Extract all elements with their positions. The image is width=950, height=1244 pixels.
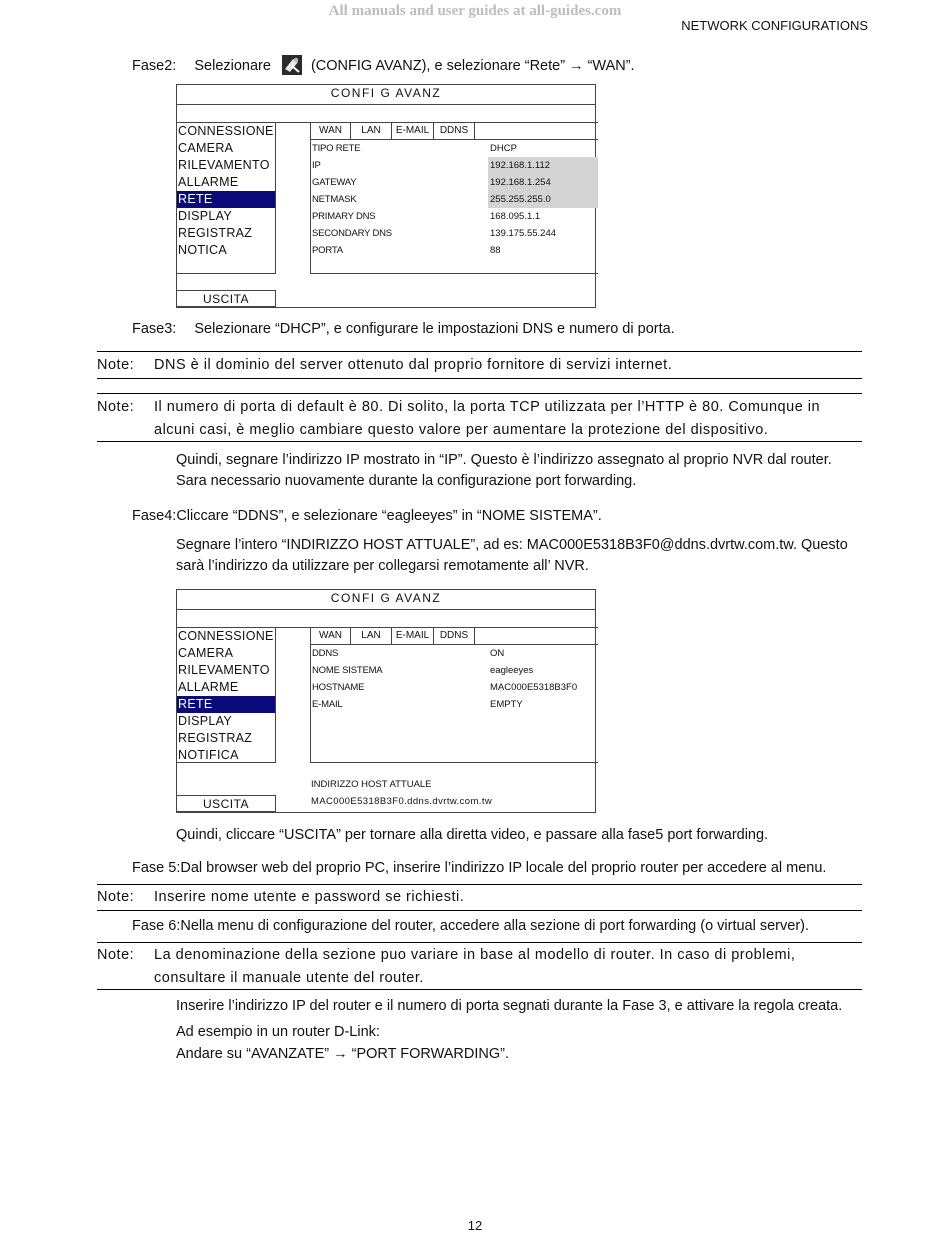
tab-email[interactable]: E-MAIL [392, 123, 434, 139]
paragraph-router: Inserire l’indirizzo IP del router e il numero di porta segnati durante la Fase 3, e attivare la regola creata. [176, 998, 843, 1014]
row-value: ON [490, 648, 505, 659]
tab-wan[interactable]: WAN [311, 628, 351, 644]
note-porta [97, 396, 862, 442]
divider [97, 942, 862, 943]
fase4-line: Fase4:Cliccare “DDNS”, e selezionare “eagleeyes” in “NOME SISTEMA”. [132, 508, 602, 524]
row-value: eagleeyes [490, 665, 534, 676]
divider [97, 393, 862, 394]
row-key: SECONDARY DNS [312, 228, 392, 239]
fase2-line [132, 54, 635, 77]
host-attuale-value: MAC000E5318B3F0.ddns.dvrtw.com.tw [311, 796, 493, 807]
note-dns [97, 354, 862, 377]
divider [97, 378, 862, 379]
tab-ddns[interactable]: DDNS [434, 123, 475, 139]
divider [97, 441, 862, 442]
uscita-button[interactable]: USCITA [176, 290, 276, 307]
wan-content [310, 122, 598, 274]
row-value: 139.175.55.244 [490, 228, 557, 239]
note-text: DNS è il dominio del server ottenuto dal proprio fornitore di servizi internet. [154, 357, 673, 373]
menu-item-rete[interactable]: RETE [177, 696, 275, 713]
tab-bar [311, 123, 598, 140]
row-key: GATEWAY [312, 177, 357, 188]
tab-bar [311, 628, 598, 645]
menu-item-connessione[interactable]: CONNESSIONE [178, 124, 274, 138]
row-key: NETMASK [312, 194, 357, 205]
fase2-text-after: (CONFIG AVANZ), e selezionare “Rete” → “WAN”. [310, 58, 635, 74]
menu-item-rete[interactable]: RETE [177, 191, 275, 208]
paragraph-uscita: Quindi, cliccare “USCITA” per tornare alla diretta video, e passare alla fase5 port forwarding. [176, 827, 769, 843]
note-router [97, 944, 862, 990]
fase3-text: Selezionare “DHCP”, e configurare le impostazioni DNS e numero di porta. [194, 321, 675, 337]
tab-lan[interactable]: LAN [351, 123, 392, 139]
row-hostname[interactable] [311, 679, 598, 696]
menu-item-display[interactable]: DISPLAY [178, 209, 232, 223]
menu-item-camera[interactable]: CAMERA [178, 141, 234, 155]
menu-item-notifica[interactable]: NOTIFICA [178, 748, 239, 762]
note-label: Note: [97, 399, 135, 415]
note-credenziali [97, 886, 862, 909]
paragraph-host: Segnare l’intero “INDIRIZZO HOST ATTUALE”, ad es: MAC000E5318B3F0@ddns.dvrtw.com.tw. Questo sarà l’indirizzo da utilizzare per collegarsi remotamente all’ NVR. [176, 537, 848, 574]
note-text: Il numero di porta di default è 80. Di solito, la porta TCP utilizzata per l’HTTP è 80. Comunque in alcuni casi, è meglio cambiare questo valore per aumentare la protezione del dispositivo. [154, 399, 821, 438]
row-email[interactable] [311, 696, 598, 713]
row-value: 192.168.1.112 [488, 157, 598, 174]
row-value: EMPTY [490, 699, 523, 710]
row-nome-sistema[interactable] [311, 662, 598, 679]
tab-wan[interactable]: WAN [311, 123, 351, 139]
row-value: 192.168.1.254 [488, 174, 598, 191]
row-tipo-rete[interactable] [311, 140, 598, 157]
page-number: 12 [467, 1218, 483, 1233]
ddns-content [310, 627, 598, 763]
config-avanz-panel-wan [176, 84, 596, 308]
note-label: Note: [97, 947, 135, 963]
config-avanz-panel-ddns [176, 589, 596, 813]
page-header: NETWORK CONFIGURATIONS [681, 18, 868, 33]
tab-ddns[interactable]: DDNS [434, 628, 475, 644]
row-key: E-MAIL [312, 699, 343, 710]
host-attuale-label: INDIRIZZO HOST ATTUALE [311, 779, 432, 790]
row-key: IP [312, 160, 321, 171]
paragraph-avanzate: Andare su “AVANZATE” → “PORT FORWARDING”. [176, 1046, 510, 1062]
menu-item-registraz[interactable]: REGISTRAZ [178, 226, 253, 240]
row-key: NOME SISTEMA [312, 665, 383, 676]
row-primary-dns[interactable] [311, 208, 598, 225]
menu-item-notica[interactable]: NOTICA [178, 243, 228, 257]
note-label: Note: [97, 889, 135, 905]
panel-title: CONFI G AVANZ [330, 86, 442, 100]
menu-item-camera[interactable]: CAMERA [178, 646, 234, 660]
fase3-line [132, 319, 675, 340]
fase6-line: Fase 6:Nella menu di configurazione del router, accedere alla sezione di port forwarding (o virtual server). [132, 918, 810, 934]
menu-item-allarme[interactable]: ALLARME [178, 175, 239, 189]
fase5-line: Fase 5:Dal browser web del proprio PC, inserire l’indirizzo IP locale del proprio router per accedere al menu. [132, 860, 827, 876]
uscita-button[interactable]: USCITA [176, 795, 276, 812]
paragraph-ip: Quindi, segnare l’indirizzo IP mostrato in “IP”. Questo è l’indirizzo assegnato al proprio NVR dal router. Sara necessario nuovamente durante la configurazione port forwarding. [176, 452, 832, 489]
row-value: MAC000E5318B3F0 [490, 682, 578, 693]
row-key: HOSTNAME [312, 682, 365, 693]
row-key: TIPO RETE [312, 143, 361, 154]
fase3-label: Fase3: [132, 321, 177, 337]
row-value: 88 [490, 245, 501, 256]
watermark: All manuals and user guides at all-guides.com [328, 3, 622, 19]
menu-item-rilevamento[interactable]: RILEVAMENTO [178, 663, 270, 677]
row-value: 168.095.1.1 [490, 211, 541, 222]
divider [97, 910, 862, 911]
row-porta[interactable] [311, 242, 598, 259]
fase2-text-before: Selezionare [194, 58, 271, 74]
tab-lan[interactable]: LAN [351, 628, 392, 644]
tab-email[interactable]: E-MAIL [392, 628, 434, 644]
divider [97, 884, 862, 885]
row-value: DHCP [490, 143, 517, 154]
menu-item-allarme[interactable]: ALLARME [178, 680, 239, 694]
config-avanz-icon [281, 54, 303, 76]
divider [97, 989, 862, 990]
row-value: 255.255.255.0 [488, 191, 598, 208]
note-text: La denominazione della sezione puo variare in base al modello di router. In caso di problemi, consultare il manuale utente del router. [154, 947, 796, 986]
row-ip[interactable] [311, 157, 598, 174]
side-menu [177, 627, 276, 763]
menu-item-registraz[interactable]: REGISTRAZ [178, 731, 253, 745]
row-key: DDNS [312, 648, 339, 659]
paragraph-dlink: Ad esempio in un router D-Link: [176, 1024, 380, 1040]
side-menu [177, 122, 276, 274]
menu-item-display[interactable]: DISPLAY [178, 714, 232, 728]
note-text: Inserire nome utente e password se richiesti. [154, 889, 465, 905]
note-label: Note: [97, 357, 135, 373]
divider [97, 351, 862, 352]
row-netmask[interactable] [311, 191, 598, 208]
fase2-label: Fase2: [132, 58, 177, 74]
row-ddns[interactable] [311, 645, 598, 662]
row-gateway[interactable] [311, 174, 598, 191]
row-secondary-dns[interactable] [311, 225, 598, 242]
menu-item-rilevamento[interactable]: RILEVAMENTO [178, 158, 270, 172]
row-key: PRIMARY DNS [312, 211, 376, 222]
menu-item-connessione[interactable]: CONNESSIONE [178, 629, 274, 643]
row-key: PORTA [312, 245, 343, 256]
panel-title: CONFI G AVANZ [330, 591, 442, 605]
